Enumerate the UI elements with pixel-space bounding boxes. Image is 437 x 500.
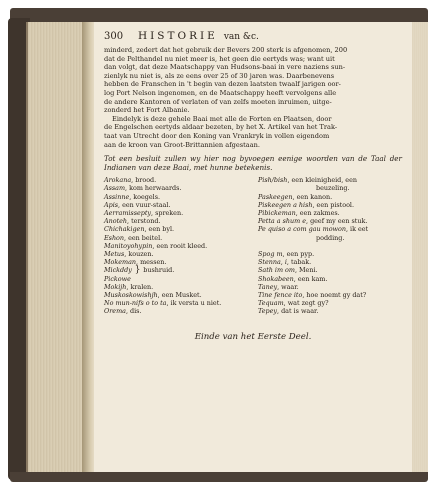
indian-word: Tine fence ito bbox=[258, 290, 303, 299]
dutch-meaning: , geef my een stuk. bbox=[306, 217, 368, 226]
dutch-meaning: , terstond. bbox=[127, 217, 161, 226]
indian-word: Apis bbox=[104, 200, 119, 209]
closing-line: Einde van het Eerste Deel. bbox=[194, 331, 312, 342]
dutch-meaning: , ik versta u niet. bbox=[166, 299, 222, 308]
vocabulary-entry bbox=[258, 283, 402, 291]
vocabulary-list bbox=[104, 176, 402, 315]
dutch-meaning: , messen. bbox=[136, 258, 167, 267]
indian-word: Sath im om bbox=[258, 266, 295, 275]
body-line: de andere Kantoren of verlaten of van zelfs moeten inruimen, uitge- bbox=[104, 97, 332, 106]
vocabulary-entry bbox=[104, 234, 248, 242]
vocabulary-entry bbox=[258, 250, 402, 258]
indian-word: Spog m bbox=[258, 249, 283, 258]
vocabulary-entry bbox=[258, 291, 402, 299]
page-edges bbox=[26, 22, 86, 474]
dutch-meaning: , een kleinigheid, een bbox=[287, 176, 357, 185]
dutch-meaning: , dat is waar. bbox=[277, 307, 319, 316]
dutch-meaning: , Meni. bbox=[294, 266, 318, 275]
body-line: log Port Nelson ingenomen, en de Maatschappy heeft vervolgens alle bbox=[104, 88, 337, 97]
indian-word: Piskeegen a hish bbox=[258, 200, 313, 209]
brace-label: bushruid. bbox=[143, 266, 175, 275]
body-line: dat de Pelthandel nu niet meer is, het geen die eertyds was; want uit bbox=[104, 54, 335, 63]
indian-word: Assam bbox=[104, 184, 126, 193]
book-page bbox=[94, 22, 412, 474]
vocabulary-entry bbox=[104, 176, 248, 184]
indian-word: Orema bbox=[104, 307, 126, 316]
vocabulary-entry bbox=[104, 275, 248, 283]
vocabulary-column-right bbox=[258, 176, 402, 315]
vocabulary-entry bbox=[104, 217, 248, 225]
vocabulary-entry bbox=[104, 299, 248, 307]
vocabulary-intro: Tot een besluit zullen wy hier nog byvoegen eenige woorden van de Taal der Indianen van deze Baai, met hunne betekenis. bbox=[104, 154, 402, 173]
dutch-meaning: , een byl. bbox=[144, 225, 175, 234]
vocabulary-entry bbox=[258, 299, 402, 307]
vocabulary-entry bbox=[104, 184, 248, 192]
vocabulary-entry bbox=[258, 275, 402, 283]
dutch-meaning: , waar. bbox=[277, 282, 299, 291]
indian-word: Stenna, i bbox=[258, 258, 287, 267]
vocabulary-entry bbox=[258, 234, 402, 242]
vocabulary-entry bbox=[104, 193, 248, 201]
vocabulary-entry bbox=[104, 225, 248, 233]
body-line: zonderd het Fort Albanie. bbox=[104, 106, 190, 115]
running-subtitle: van &c. bbox=[223, 32, 259, 42]
indian-word: Muskoskowishjh bbox=[104, 290, 158, 299]
dutch-meaning: , kralen. bbox=[126, 282, 154, 291]
indian-word: Mickddy bbox=[104, 266, 132, 275]
right-page-edges bbox=[412, 22, 428, 474]
indian-word: Pish/bish bbox=[258, 176, 288, 185]
vocabulary-entry bbox=[258, 258, 402, 266]
body-line: Eindelyk is deze gehele Baai met alle de Forten en Plaatsen, door bbox=[112, 114, 332, 123]
indian-word: Shokabeen bbox=[258, 274, 294, 283]
indian-word: Assinne bbox=[104, 192, 130, 201]
vocabulary-entry bbox=[104, 307, 248, 315]
dutch-meaning: beuzeling. bbox=[316, 184, 350, 193]
dutch-meaning: , een kam. bbox=[293, 274, 328, 283]
indian-word: Arokana bbox=[104, 176, 132, 185]
dutch-meaning: , wat zegt gy? bbox=[283, 299, 329, 308]
indian-word: Aerramissepty bbox=[104, 208, 152, 217]
indian-word: Petta a shum e bbox=[258, 217, 306, 226]
vocabulary-entry bbox=[104, 291, 248, 299]
dutch-meaning: , koegels. bbox=[129, 192, 161, 201]
vocabulary-entry bbox=[104, 209, 248, 217]
indian-word: Pibickeman bbox=[258, 208, 296, 217]
vocabulary-column-left bbox=[104, 176, 248, 315]
vocabulary-entry bbox=[104, 266, 248, 274]
dutch-meaning: , hoe noemt gy dat? bbox=[302, 290, 367, 299]
body-line: taat van Utrecht door den Koning van Vrankryk in vollen eigendom bbox=[104, 131, 330, 140]
page-header bbox=[104, 30, 402, 46]
indian-word: Paskeegen bbox=[258, 192, 293, 201]
indian-word: Tepey bbox=[258, 307, 278, 316]
vocabulary-entry bbox=[258, 266, 402, 274]
indian-word: Tequam bbox=[258, 299, 284, 308]
indian-word: Chichakigen bbox=[104, 225, 145, 234]
indian-word: Anoteh bbox=[104, 217, 128, 226]
dutch-meaning: , een pyp. bbox=[282, 249, 315, 258]
dutch-meaning: , kouzen. bbox=[124, 249, 154, 258]
vocabulary-entry bbox=[104, 283, 248, 291]
vocabulary-entry bbox=[258, 217, 402, 225]
dutch-meaning: , brood. bbox=[131, 176, 157, 185]
page-number: 300 bbox=[104, 31, 124, 42]
body-line: minderd, zedert dat het gebruik der Bevers 200 sterk is afgenomen, 200 bbox=[104, 46, 348, 54]
body-line: hebben de Franschen in 't begin van dezen laatsten twaalf jarigen oor- bbox=[104, 80, 341, 89]
dutch-meaning: , tabak. bbox=[286, 258, 312, 267]
dutch-meaning: , een pistool. bbox=[312, 200, 355, 209]
indian-word: Eshon bbox=[104, 233, 125, 242]
dutch-meaning: podding. bbox=[316, 233, 345, 242]
body-line: zienlyk nu niet is, als ze eens over 25 of 30 jaren was. Daarbenevens bbox=[104, 71, 335, 80]
body-line: aan de kroon van Groot-Brittannien afgestaan. bbox=[104, 140, 261, 149]
running-title: HISTORIE bbox=[138, 30, 218, 42]
vocabulary-entry bbox=[104, 242, 248, 250]
dutch-meaning: , een Musket. bbox=[157, 290, 202, 299]
indian-word: Pe quiso a com gau mowon bbox=[258, 225, 346, 234]
dutch-meaning: , kom herwaards. bbox=[125, 184, 182, 193]
body-line: dan volgt, dat deze Maatschappy van Hudsons-baai in vere naziens sun- bbox=[104, 63, 346, 72]
body-line: de Engelschen eertyds aldaar bezeten, by het X. Artikel van het Trak- bbox=[104, 123, 338, 132]
dutch-meaning: , een vuur-staal. bbox=[118, 200, 171, 209]
vocabulary-entry bbox=[258, 209, 402, 217]
indian-word: No mun-nifs o to ta bbox=[104, 299, 167, 308]
indian-word: Pickowe bbox=[104, 274, 131, 283]
vocabulary-entry bbox=[258, 307, 402, 315]
vocabulary-entry bbox=[258, 242, 402, 250]
vocabulary-entry bbox=[258, 193, 402, 201]
dutch-meaning: , ik eet bbox=[345, 225, 369, 234]
dutch-meaning: , een beitel. bbox=[124, 233, 163, 242]
vocabulary-entry bbox=[258, 201, 402, 209]
dutch-meaning: , een zakmes. bbox=[295, 208, 340, 217]
brace-mark: } bbox=[131, 265, 144, 276]
indian-word: Metus bbox=[104, 249, 125, 258]
body-text bbox=[104, 46, 402, 149]
indian-word: Mokeman bbox=[104, 258, 137, 267]
book-cover-bottom bbox=[10, 472, 428, 482]
dutch-meaning: , spreken. bbox=[151, 208, 184, 217]
vocabulary-entry bbox=[258, 184, 402, 192]
dutch-meaning: , dis. bbox=[125, 307, 142, 316]
vocabulary-entry bbox=[104, 201, 248, 209]
dutch-meaning: , een rooit kleed. bbox=[152, 241, 208, 250]
vocabulary-entry bbox=[258, 225, 402, 233]
indian-word: Taney bbox=[258, 282, 278, 291]
vocabulary-entry bbox=[104, 250, 248, 258]
indian-word: Manitoyohypin bbox=[104, 241, 153, 250]
vocabulary-entry bbox=[258, 176, 402, 184]
dutch-meaning: , een kanon. bbox=[292, 192, 333, 201]
indian-word: Mokijh bbox=[104, 282, 127, 291]
